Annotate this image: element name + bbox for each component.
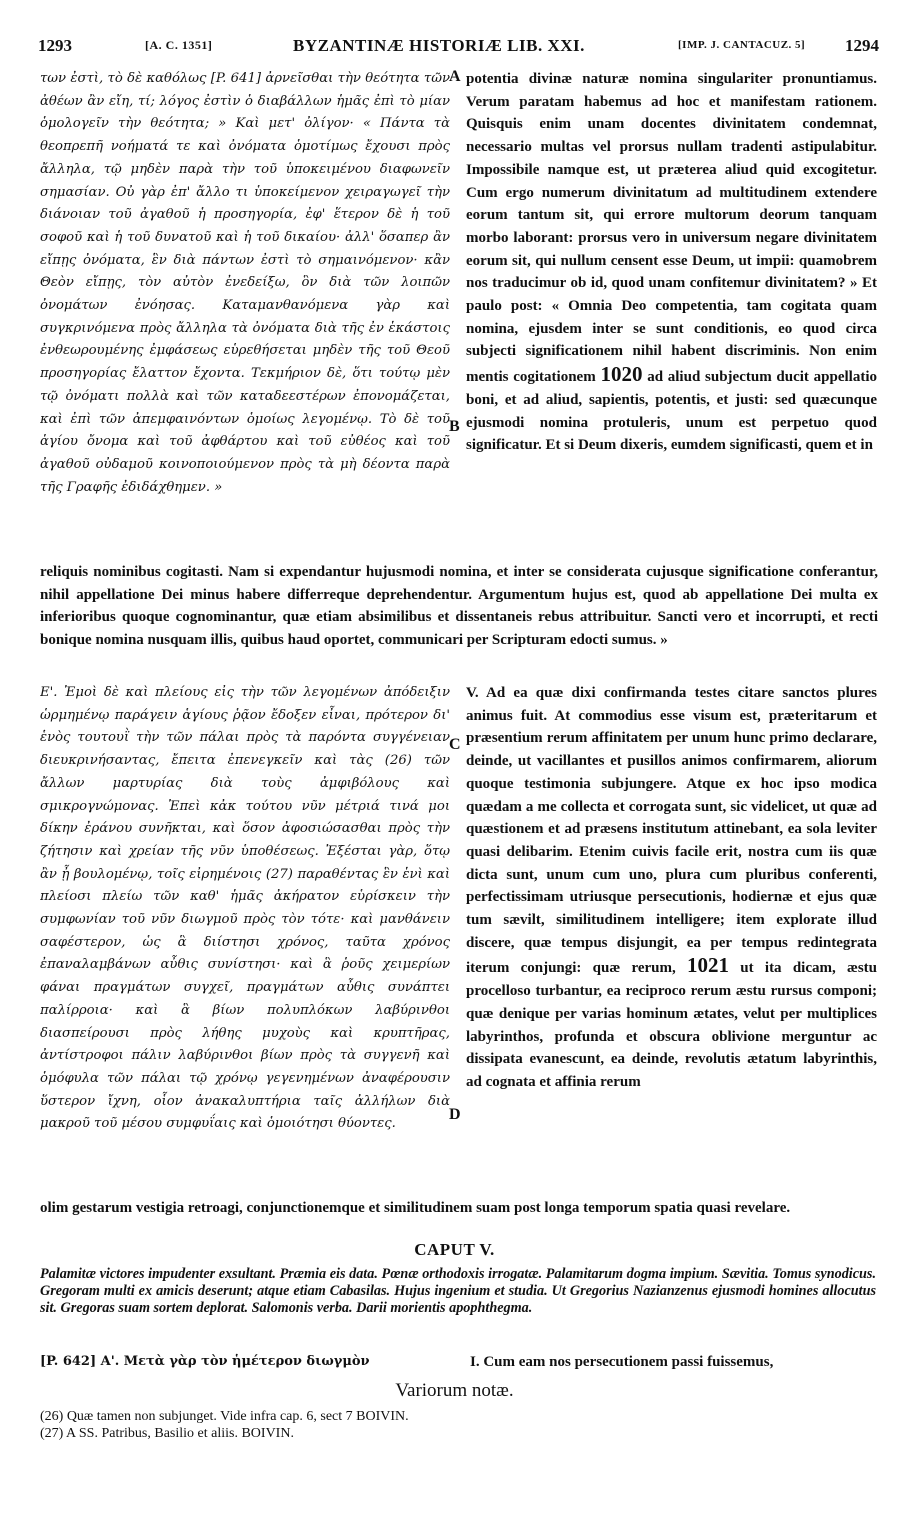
full-width-latin-section2: olim gestarum vestigia retroagi, conjunctionemque et similitudinem suam post longa temporum spatia quasi revelare.: [40, 1200, 791, 1216]
regnal-year-left: [A. C. 1351]: [145, 38, 213, 52]
latin-column-section2: [466, 682, 877, 1182]
page-number-right: 1294: [845, 36, 879, 55]
greek-text: των ἐστὶ, τὸ δὲ καθόλως [P. 641] ἀρνεῖσθαι τὴν θεότητα τῶν ἀθέων ἂν εἴη, τί; λόγος ἐστὶν ὁ διαβάλλων ἡμᾶς ἐπὶ τὸ μίαν ὁμολογεῖν τὴν θεότητα; » Καὶ μετ' ὀλίγον· « Πάντα τὰ θεοπρεπῆ νοήματά τε καὶ ὀνόματα ὁμοτίμως ἔχουσι πρὸς ἄλληλα, τῷ μηδὲν παρὰ τὴν τοῦ ὑποκειμένου διαφωνεῖν σημασίαν. Οὐ γὰρ ἐπ' ἄλλο τι ὑποκείμενον χειραγωγεῖ τὴν διάνοιαν τοῦ ἀγαθοῦ ἡ προσηγορία, ἐφ' ἕτερον δὲ ἡ τοῦ σοφοῦ καὶ ἡ τοῦ δυνατοῦ καὶ ἡ τοῦ δικαίου· ἀλλ' ὅσαπερ ἂν εἴπῃς ὀνόματα, ἓν διὰ πάντων ἐστὶ τὸ σημαινόμενον· κἂν Θεὸν εἴπῃς, τὸν αὐτὸν ἐνεδείξω, ὃν διὰ τῶν λοιπῶν ὀνομάτων ἐνόησας. Καταμανθανόμενα γὰρ καὶ συγκρινόμενα πρὸς ἄλληλα τὰ ὀνόματα διὰ τῆς ἐν ἑκάστοις ἐνθεωρουμένης ἐμφάσεως εὑρεθήσεται μηδὲν τῆς τοῦ Θεοῦ προσηγορίας ἔλαττον ἔχοντα. Τεκμήριον δὲ, ὅτι τούτῳ μὲν τῷ ὀνόματι πολλὰ καὶ τῶν καταδεεστέρων ἐπονομάζεται, καὶ ἐπὶ τῶν ἀπεμφαινόντων ὁμοίως λεγομένῳ. Τὸ δὲ τοῦ ἁγίου ὄνομα καὶ τοῦ ἀφθάρτου καὶ τοῦ εὐθέος καὶ τοῦ ἀγαθοῦ οὐδαμοῦ κοινοποιούμενον πρὸς τὰ μὴ δέοντα παρὰ τῆς Γραφῆς ἐδιδάχθημεν. »: [40, 71, 450, 495]
latin-column-section1: [466, 68, 877, 546]
chapter-summary: Palamitæ victores impudenter exsultant. Præmia eis data. Pœnæ orthodoxis irrogatæ. Palamitarum dogma impium. Sævitia. Tomus synodicus. Gregoram multi ex amicis deserunt; atque etiam Cabasilas. Hujus ingenium et studia. Ut Gregorius Nazianzenus ejusmodi homines allocutus sit. Gregoras suam sortem deplorat. Salomonis verba. Darii morientis apophthegma.: [40, 1266, 876, 1316]
regnal-year-right: [IMP. J. CANTACUZ. 5]: [678, 39, 806, 51]
note-27: (27) A SS. Patribus, Basilio et aliis. BOIVIN.: [40, 1426, 294, 1441]
latin-text: potentia divinæ naturæ nomina singulariter pronuntiamus. Verum paratam habemus ad hoc et manifestam rationem. Quisquis enim unam docentes divinitatem condemnat, necessario multas vel prorsus nullam tradenti astipulabitur. Impossibile namque est, ut præterea aliud quid excogitetur. Cum ergo numerum divinitatum ad multitudinem extendere eorum tantum sit, qui errore multorum deorum tanquam morbo laborant: prorsus vero in universum negare divinitatem eorum sit, qui nullum censent esse Deum, ut impii: quamobrem nos traducimur ob id, quod unam confitemur divinitatem? » Et paulo post: « Omnia Deo competentia, tam cogitata quam nomina, ejusdem inter se sunt conditionis, eo quod circa subjecti significationem nihil habent discriminis. Non enim mentis cogitationem 1020 ad aliud subjectum ducit appellatio boni, et ad aliud, sapientis, potentis, et justi: sed quæcunque ejusmodi nomina protuleris, unum est perpetuo quod significatur. Et si Deum dixeris, eumdem significasti, quem et in: [466, 71, 877, 454]
notes-list: [40, 1408, 870, 1442]
column-number-1021: 1021: [687, 953, 730, 978]
greek-text: Ε'. Ἐμοὶ δὲ καὶ πλείους εἰς τὴν τῶν λεγομένων ἀπόδειξιν ὡρμημένῳ παράγειν ἁγίους ῥᾷον ἔδοξεν εἶναι, πρότερον δι' ἑνὸς τουτουῒ τὴν τῶν πάλαι πρὸς τὰ παρόντα συγγένειαν διευκρινήσαντας, ἔπειτα ἐπενεγκεῖν καὶ τὰς (26) τῶν ἄλλων μαρτυρίας διὰ τοὺς ἀμφιβόλους καὶ σμικρογνώμονας. Ἐπεὶ κἀκ τούτου νῦν μέτριά τινά μοι δίκην ἐράνου συνῆκται, καὶ ὅσον ἀφοσιώσασθαι πρὸς τὴν ζήτησιν καὶ χρείαν τῆς νῦν ὑποθέσεως. Ἐξέσται γὰρ, ὅτῳ ἂν ᾖ βουλομένῳ, τοῖς εἰρημένοις (27) παραθέντας ἓν ἑνὶ καὶ πλείοσι πλείω τῶν καθ' ἡμᾶς ἀκήρατον εὑρίσκειν τὴν συμφωνίαν τοῦ νῦν διωγμοῦ πρὸς τὸν τότε· καὶ μανθάνειν σαφέστερον, ὡς ἃ διίστησι χρόνος, ταῦτα χρόνος ἐπαναλαμβάνων αὖθις συνίστησι· καὶ ἃ ῥοῦς χειμερίων φάναι πραγμάτων συγχεῖ, πραγμάτων αὖθις συνάπτει παλίρροια· καὶ ἃ βίων πολυπλόκων λαβύρινθοι διασπείρουσι πρὸς λήθης μυχοὺς καὶ κρυπτῆρας, ἀντίστροφοι πάλιν λαβύρινθοι βίων πρὸς τὰ συγγενῆ καὶ ὁμόφυλα τῶν πάλαι τῷ χρόνῳ γεγενημένων ἀναφέρουσιν ὕστερον ἴχνη, οἷον ἀνακαλυπτήρια ταῖς ἀλλήλων διὰ μακροῦ τοῦ μέσου συμφυΐαις καὶ ὁμοιότησι θύοντες.: [40, 685, 450, 1132]
greek-column-section1: [40, 68, 450, 546]
note-26: (26) Quæ tamen non subjunget. Vide infra cap. 6, sect 7 BOIVIN.: [40, 1409, 409, 1424]
column-number-1020: 1020: [600, 362, 643, 387]
full-width-latin-section1: reliquis nominibus cogitasti. Nam si expendantur hujusmodi nomina, et inter se considerata cujusque significatione conferantur, nihil appellatione Dei minus habere differreque deprehendentur. Argumentum hujus est, quod ab appellatione Dei multa ex inferioribus quoque cognominantur, quæ etiam absimilibus et dissentaneis rebus attribuitur. Sancti vero et incorrupti, et recti bonique nomina nusquam illis, quibus haud oportet, communicari per Scripturam edocti sumus. »: [40, 564, 878, 649]
chapter-title: CAPUT V.: [414, 1240, 495, 1259]
notes-title: Variorum notæ.: [395, 1380, 514, 1401]
margin-letter-a: A: [449, 68, 461, 85]
running-header: [38, 36, 879, 58]
greek-chapter-start: [P. 642] Α'. Μετὰ γὰρ τὸν ἡμέτερον διωγμὸν: [40, 1354, 370, 1369]
margin-letter-d: D: [449, 1106, 461, 1123]
page-number-left: 1293: [38, 36, 72, 55]
margin-letter-c: C: [449, 736, 461, 753]
running-title: BYZANTINÆ HISTORIÆ LIB. XXI.: [293, 36, 585, 55]
latin-chapter-start: I. Cum eam nos persecutionem passi fuissemus,: [470, 1354, 774, 1370]
greek-column-section2: [40, 682, 450, 1182]
latin-text: V. Ad ea quæ dixi confirmanda testes citare sanctos plures animus fuit. At commodius esse visum est, præteritarum et præsentium rerum affinitatem per unum hunc primo declarare, deinde, ut vacillantes et pusillos animos confirmarem, aliorum quoque testimonia subjungere. Atque ex hoc ipso modica quædam a me collecta et corrogata sunt, sic videlicet, ut quæ ad quæstionem et ad præsens institutum attinebant, ea sola leviter quasi delibarim. Etenim cuivis facile erit, nostra cum iis quæ dicta sunt, unum cum uno, plura cum pluribus conferenti, perfectissimam utriusque persecutionis, hodiernæ et ejus quæ tum sævilt, similitudinem intelligere; item explorate illud discere, quæ tempus disjungit, ea per tempus redintegrata iterum conjungi: quæ rerum, 1021 ut ita dicam, æstu procelloso turbantur, ea reciproco rerum æstu rursus componi; quæ denique per varias hominum ætates, velut per multiplices labyrinthos, profunda et obscura oblivione merguntur ac dissipata evanescunt, ea deinde, revolutis ætatum labyrinthis, ad cognata et affinia rerum: [466, 685, 877, 1090]
margin-letter-b: B: [449, 418, 460, 435]
